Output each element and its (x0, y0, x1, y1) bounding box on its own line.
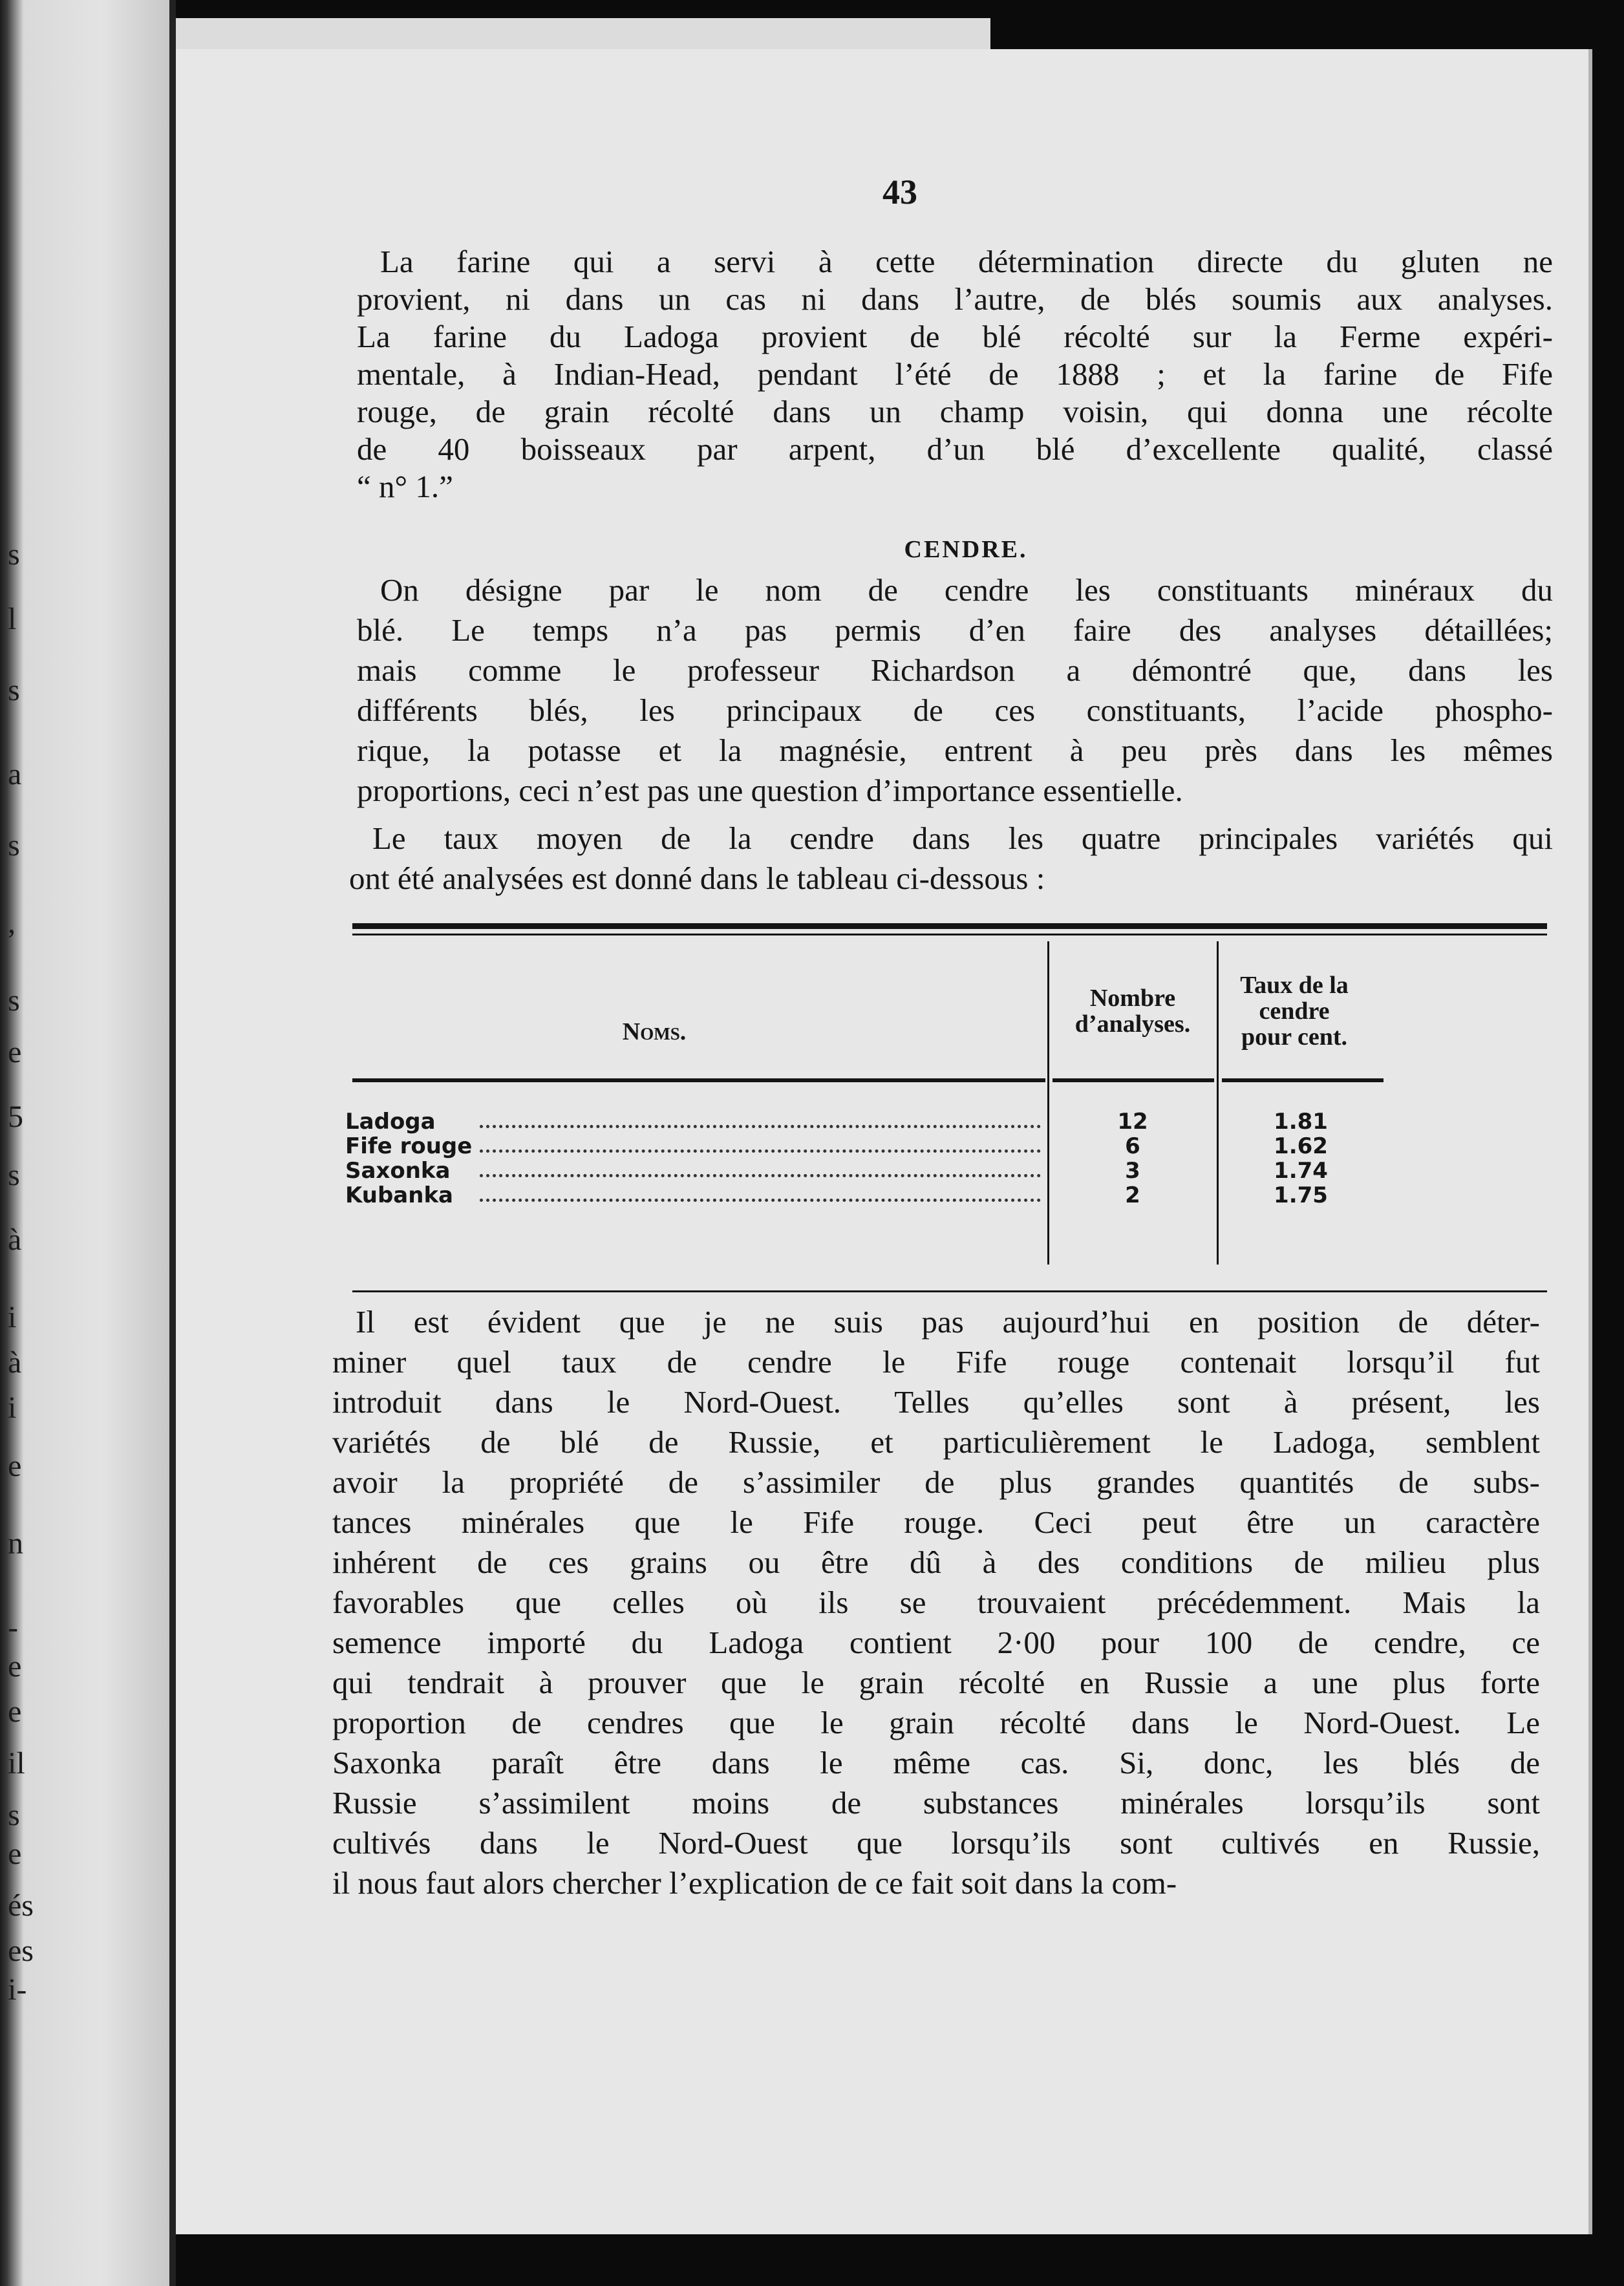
table-bottom-rule (352, 1290, 1547, 1292)
text-line: cultivés dans le Nord-Ouest que lorsqu’ils sont cultivés en Russie, (332, 1825, 1540, 1861)
adjacent-page-fragment: e (8, 1649, 22, 1683)
column-divider (1217, 941, 1219, 1265)
row-ash-rate: 1.62 (1274, 1133, 1328, 1159)
adjacent-page-fragment: s (8, 983, 20, 1018)
adjacent-page-fragment: l (8, 602, 17, 636)
leader-dots (480, 1199, 1041, 1202)
text-line: Russie s’assimilent moins de substances minérales lorsqu’ils sont (332, 1785, 1540, 1821)
row-variety-name: Ladoga (345, 1109, 436, 1135)
adjacent-page-fragment: n (8, 1526, 23, 1561)
adjacent-page-fragment: i (8, 1391, 17, 1425)
row-analysis-count: 3 (1125, 1158, 1140, 1184)
col-header-rate (1217, 972, 1372, 1050)
row-ash-rate: 1.75 (1274, 1182, 1328, 1208)
adjacent-page-fragment: il (8, 1746, 25, 1780)
col-header-rate-line: Taux de la (1240, 972, 1349, 999)
page-number: 43 (882, 173, 917, 211)
text-line: provient, ni dans un cas ni dans l’autre, de blés soumis aux analyses. (357, 281, 1553, 317)
text-line: de 40 boisseaux par arpent, d’un blé d’excellente qualité, classé (357, 431, 1553, 467)
col-header-rate-line: cendre (1259, 998, 1330, 1025)
leader-dots (480, 1149, 1041, 1153)
leader-dots (480, 1174, 1041, 1177)
text-line: avoir la propriété de s’assimiler de plus grandes quantités de subs- (332, 1464, 1540, 1500)
text-line: variétés de blé de Russie, et particulièrement le Ladoga, semblent (332, 1424, 1540, 1460)
text-line: introduit dans le Nord-Ouest. Telles qu’elles sont à présent, les (332, 1384, 1540, 1420)
adjacent-page-fragment: , (8, 906, 16, 940)
row-analysis-count: 12 (1117, 1109, 1148, 1135)
row-analysis-count: 6 (1125, 1133, 1140, 1159)
adjacent-page-fragment: s (8, 1798, 20, 1832)
text-line: Il est évident que je ne suis pas aujourd’hui en position de déter- (356, 1304, 1540, 1340)
text-line: Saxonka paraît être dans le même cas. Si, donc, les blés de (332, 1745, 1540, 1780)
col-header-names: Noms. (622, 1018, 687, 1045)
leader-dots (480, 1125, 1041, 1128)
text-line: proportion de cendres que le grain récolté dans le Nord-Ouest. Le (332, 1705, 1540, 1740)
table-top-rule-thick (352, 923, 1547, 929)
text-line: La farine du Ladoga provient de blé récolté sur la Ferme expéri- (357, 319, 1553, 354)
row-ash-rate: 1.81 (1274, 1109, 1328, 1135)
text-line: il nous faut alors chercher l’explication de ce fait soit dans la com- (332, 1865, 1177, 1901)
adjacent-page-fragment: s (8, 673, 20, 707)
text-line: ont été analysées est donné dans le tableau ci-dessous : (349, 860, 1045, 896)
text-line: différents blés, les principaux de ces constituants, l’acide phospho- (357, 692, 1553, 728)
adjacent-page-fragment: a (8, 757, 22, 791)
adjacent-page-fragment: - (8, 1610, 18, 1645)
text-line: On désigne par le nom de cendre les constituants minéraux du (380, 572, 1553, 608)
adjacent-page-fragment: s (8, 537, 20, 572)
header-underline (1222, 1078, 1384, 1082)
text-line: miner quel taux de cendre le Fife rouge contenait lorsqu’il fut (332, 1344, 1540, 1380)
col-header-count-line: d’analyses. (1074, 1010, 1191, 1038)
adjacent-page-fragment: s (8, 1158, 20, 1192)
text-line: blé. Le temps n’a pas permis d’en faire des analyses détaillées; (357, 612, 1553, 648)
table-top-rule-thin (352, 934, 1547, 935)
adjacent-page-fragment: és (8, 1888, 34, 1923)
text-line: La farine qui a servi à cette détermination directe du gluten ne (380, 244, 1553, 279)
col-header-rate-line: pour cent. (1241, 1023, 1347, 1051)
adjacent-page-fragment: e (8, 1694, 22, 1729)
adjacent-page-margin (0, 0, 169, 2286)
text-line: favorables que celles où ils se trouvaient précédemment. Mais la (332, 1585, 1540, 1620)
adjacent-page-fragment: es (8, 1934, 34, 1968)
adjacent-page-fragment: e (8, 1449, 22, 1483)
adjacent-page-fragment: i- (8, 1972, 27, 2007)
book-page (176, 49, 1592, 2234)
col-header-count-line: Nombre (1089, 985, 1176, 1012)
book-gutter (169, 0, 176, 2286)
row-variety-name: Saxonka (345, 1158, 451, 1184)
text-line: “ n° 1.” (357, 469, 453, 504)
column-divider (1047, 941, 1049, 1265)
text-line: qui tendrait à prouver que le grain récolté en Russie a une plus forte (332, 1665, 1540, 1700)
adjacent-page-fragment: à (8, 1223, 22, 1257)
adjacent-page-fragment: e (8, 1035, 22, 1069)
text-line: mais comme le professeur Richardson a démontré que, dans les (357, 652, 1553, 688)
text-line: Le taux moyen de la cendre dans les quatre principales variétés qui (372, 820, 1553, 856)
col-header-count (1055, 985, 1210, 1037)
adjacent-page-fragment: 5 (8, 1100, 23, 1134)
text-line: proportions, ceci n’est pas une question d’importance essentielle. (357, 773, 1183, 808)
header-underline (1052, 1078, 1214, 1082)
row-analysis-count: 2 (1125, 1182, 1140, 1208)
text-line: rouge, de grain récolté dans un champ voisin, qui donna une récolte (357, 394, 1553, 429)
text-line: tances minérales que le Fife rouge. Ceci peut être un caractère (332, 1504, 1540, 1540)
row-variety-name: Fife rouge (345, 1133, 473, 1159)
adjacent-page-fragment: à (8, 1345, 22, 1380)
adjacent-page-fragment: i (8, 1300, 17, 1334)
text-line: semence importé du Ladoga contient 2·00 pour 100 de cendre, ce (332, 1625, 1540, 1660)
section-heading-cendre: CENDRE. (904, 536, 1028, 563)
text-line: inhérent de ces grains ou être dû à des conditions de milieu plus (332, 1544, 1540, 1580)
row-ash-rate: 1.74 (1274, 1158, 1328, 1184)
text-line: rique, la potasse et la magnésie, entrent à peu près dans les mêmes (357, 732, 1553, 768)
row-variety-name: Kubanka (345, 1182, 453, 1208)
header-underline (352, 1078, 1045, 1082)
adjacent-page-fragment: e (8, 1837, 22, 1871)
text-line: mentale, à Indian-Head, pendant l’été de 1888 ; et la farine de Fife (357, 356, 1553, 392)
adjacent-page-fragment: s (8, 828, 20, 862)
